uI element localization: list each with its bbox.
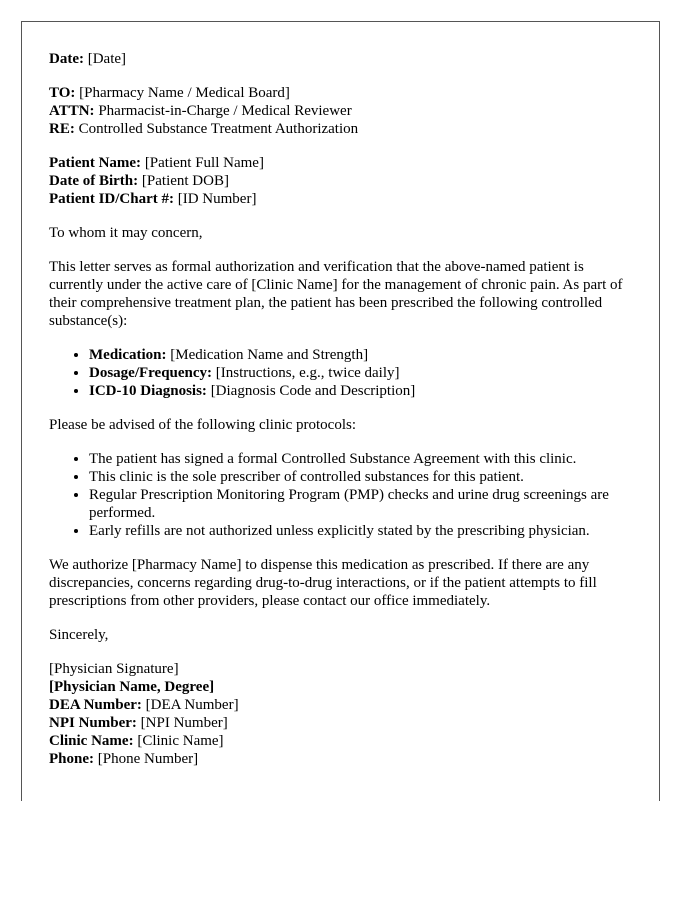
phone-label: Phone: (49, 751, 94, 767)
attn-value: Pharmacist-in-Charge / Medical Reviewer (98, 103, 352, 119)
clinic-line (49, 732, 629, 750)
physician-name (49, 678, 629, 696)
clinic-value: [Clinic Name] (137, 733, 224, 749)
list-item (89, 382, 629, 400)
date-line (49, 50, 629, 68)
list-item (89, 364, 629, 382)
dosage-value: [Instructions, e.g., twice daily] (215, 365, 400, 381)
patient-name-label: Patient Name: (49, 155, 142, 171)
diagnosis-value: [Diagnosis Code and Description] (210, 383, 416, 399)
dea-value: [DEA Number] (145, 697, 239, 713)
date-label: Date: (49, 51, 84, 67)
npi-value: [NPI Number] (140, 715, 228, 731)
authorization-paragraph: We authorize [Pharmacy Name] to dispense this medication as prescribed. If there are any discrepancies, concerns regarding drug-to-drug interactions, or if the patient attempts to fill prescriptions from other providers, please contact our office immediately. (49, 557, 597, 609)
patient-name-line (49, 154, 629, 172)
dea-label: DEA Number: (49, 697, 142, 713)
date-value: [Date] (87, 51, 127, 67)
diagnosis-label: ICD-10 Diagnosis: (89, 383, 207, 399)
closing: Sincerely, (49, 627, 109, 643)
patient-dob-value: [Patient DOB] (141, 173, 229, 189)
npi-line (49, 714, 629, 732)
dea-line (49, 696, 629, 714)
letter-page (21, 21, 660, 801)
to-line (49, 84, 629, 102)
medication-label: Medication: (89, 347, 167, 363)
patient-id-label: Patient ID/Chart #: (49, 191, 174, 207)
signature-line: [Physician Signature] (49, 661, 179, 677)
re-label: RE: (49, 121, 75, 137)
salutation: To whom it may concern, (49, 225, 203, 241)
protocols-intro: Please be advised of the following clinic protocols: (49, 417, 357, 433)
intro-paragraph: This letter serves as formal authorization and verification that the above-named patient is currently under the active care of [Clinic Name] for the management of chronic pain. As part of their comprehensive treatment plan, the patient has been prescribed the following controlled substance(s): (49, 259, 623, 329)
patient-dob-line (49, 172, 629, 190)
protocols-list (49, 450, 629, 540)
to-label: TO: (49, 85, 76, 101)
address-block (49, 84, 629, 138)
patient-id-line (49, 190, 629, 208)
patient-id-value: [ID Number] (177, 191, 257, 207)
signature-block (49, 660, 629, 768)
phone-value: [Phone Number] (97, 751, 199, 767)
list-item: • This clinic is the sole prescriber of controlled substances for this patient. (89, 468, 629, 486)
physician-name-text: [Physician Name, Degree] (49, 679, 215, 695)
attn-label: ATTN: (49, 103, 95, 119)
npi-label: NPI Number: (49, 715, 137, 731)
list-item (89, 346, 629, 364)
to-value: [Pharmacy Name / Medical Board] (79, 85, 290, 101)
dosage-label: Dosage/Frequency: (89, 365, 213, 381)
letter-content (49, 50, 629, 768)
clinic-label: Clinic Name: (49, 733, 134, 749)
list-item: • The patient has signed a formal Controlled Substance Agreement with this clinic. (89, 450, 629, 468)
patient-block (49, 154, 629, 208)
re-value: Controlled Substance Treatment Authorization (78, 121, 359, 137)
medication-list (49, 346, 629, 400)
list-item: • Early refills are not authorized unless explicitly stated by the prescribing physician. (89, 522, 629, 540)
list-item: • Regular Prescription Monitoring Program (PMP) checks and urine drug screenings are performed. (89, 486, 629, 522)
attn-line (49, 102, 629, 120)
patient-name-value: [Patient Full Name] (144, 155, 264, 171)
medication-value: [Medication Name and Strength] (170, 347, 369, 363)
phone-line (49, 750, 629, 768)
patient-dob-label: Date of Birth: (49, 173, 139, 189)
re-line (49, 120, 629, 138)
